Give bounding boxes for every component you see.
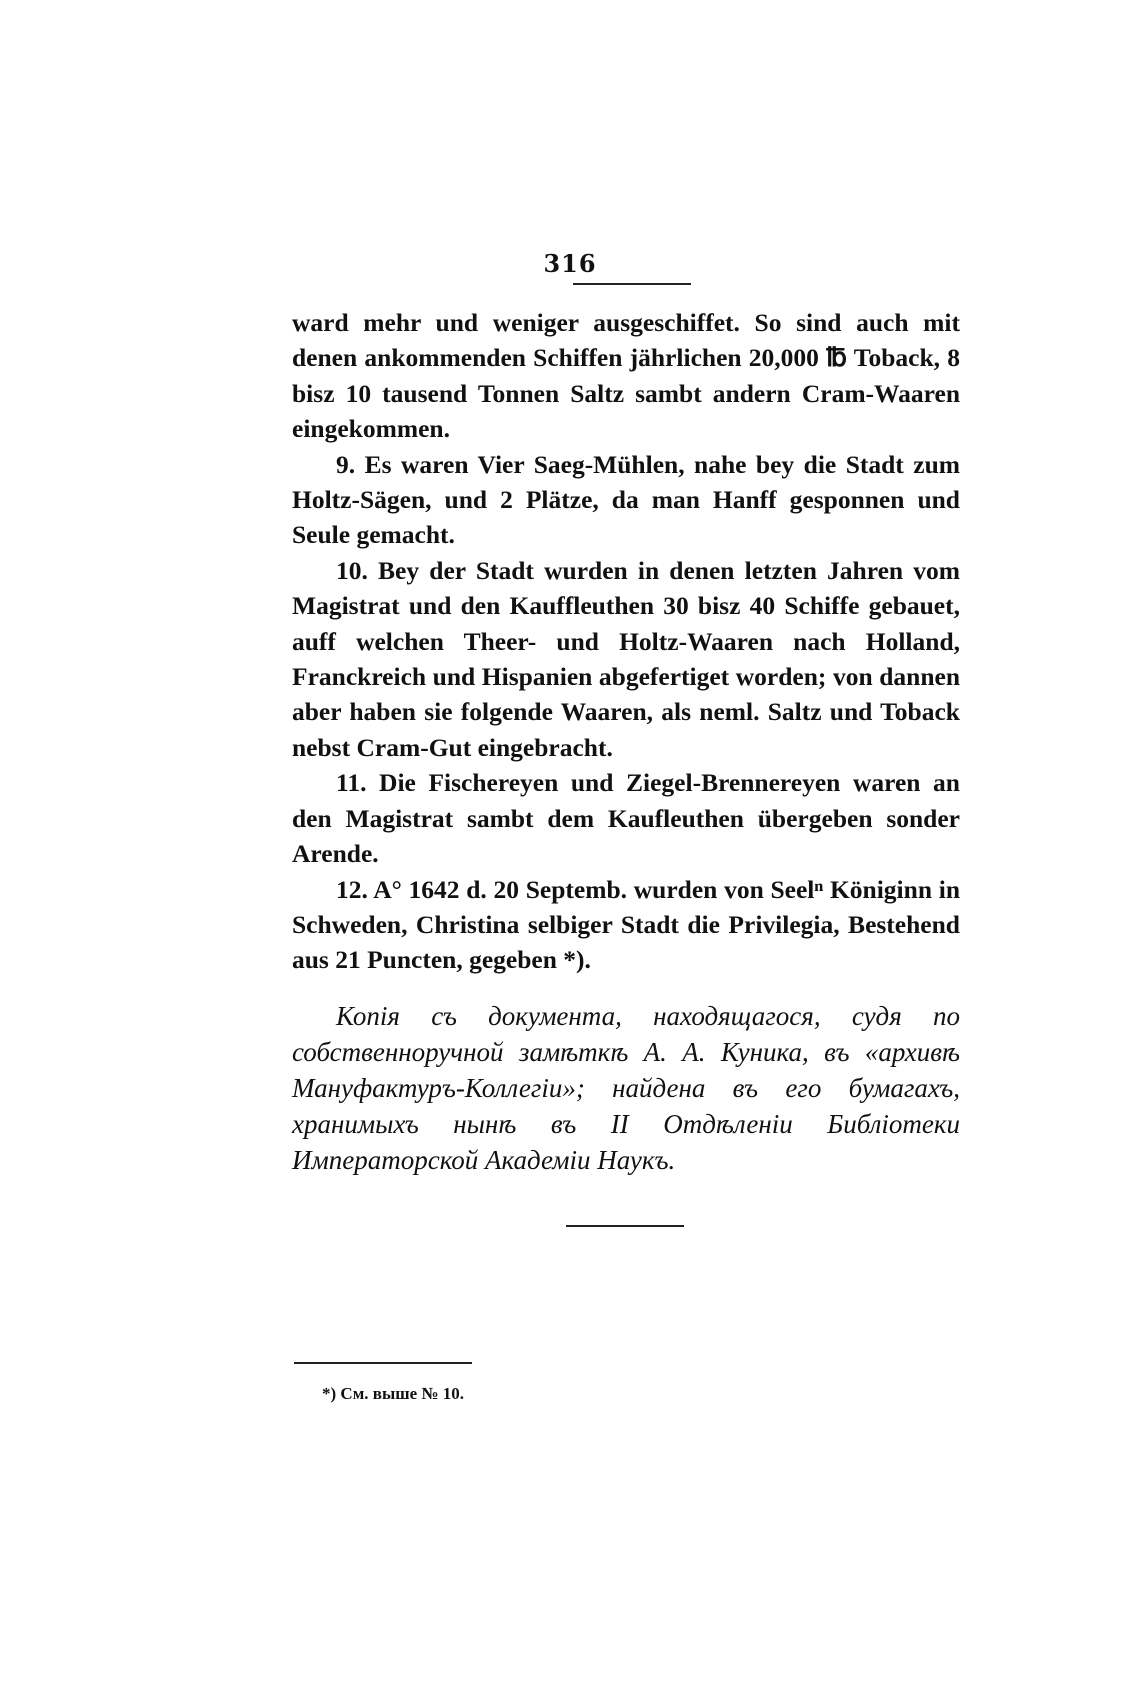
page-number-rule	[573, 283, 691, 285]
paragraph-12: 12. A° 1642 d. 20 Septemb. wurden von Seelⁿ Königinn in Schweden, Christina selbiger Stadt die Privilegia, Bestehend aus 21 Puncten, gegeben *).	[292, 874, 960, 975]
russian-editorial-note: Копія съ документа, находящагося, судя по собственноручной замѣткѣ А. А. Куника, въ «архивѣ Мануфактуръ-Коллегіи»; найдена въ его бумагахъ, хранимыхъ нынѣ въ II Отдѣленіи Библіотеки Императорской Академіи Наукъ.	[292, 1001, 960, 1175]
paragraph-9: 9. Es waren Vier Saeg-Mühlen, nahe bey die Stadt zum Holtz-Sägen, und 2 Plätze, da man Hanff gesponnen und Seule gemacht.	[292, 449, 960, 550]
paragraph-11: 11. Die Fischereyen und Ziegel-Brennereyen waren an den Magistrat sambt dem Kaufleuthen übergeben sonder Arende.	[292, 768, 960, 869]
footnote: *) См. выше № 10.	[322, 1384, 464, 1403]
end-rule	[566, 1225, 684, 1227]
german-text	[292, 305, 960, 978]
paragraph-continuation: ward mehr und weniger ausgeschiffet. So sind auch mit denen ankommenden Schiffen jährlichen 20,000 ℔ Toback, 8 bisz 10 tausend Tonnen Saltz sambt andern Cram-Waaren eingekommen.	[292, 308, 960, 444]
paragraph-10: 10. Bey der Stadt wurden in denen letzten Jahren vom Magistrat und den Kauffleuthen 30 bisz 40 Schiffe gebauet, auff welchen Theer- und Holtz-Waaren nach Holland, Franckreich und Hispanien abgefertiget worden; von dannen aber haben sie folgende Waaren, als neml. Saltz und Toback nebst Cram-Gut eingebracht.	[292, 555, 960, 762]
footnote-rule	[294, 1362, 472, 1364]
page-number: 316	[543, 249, 597, 278]
